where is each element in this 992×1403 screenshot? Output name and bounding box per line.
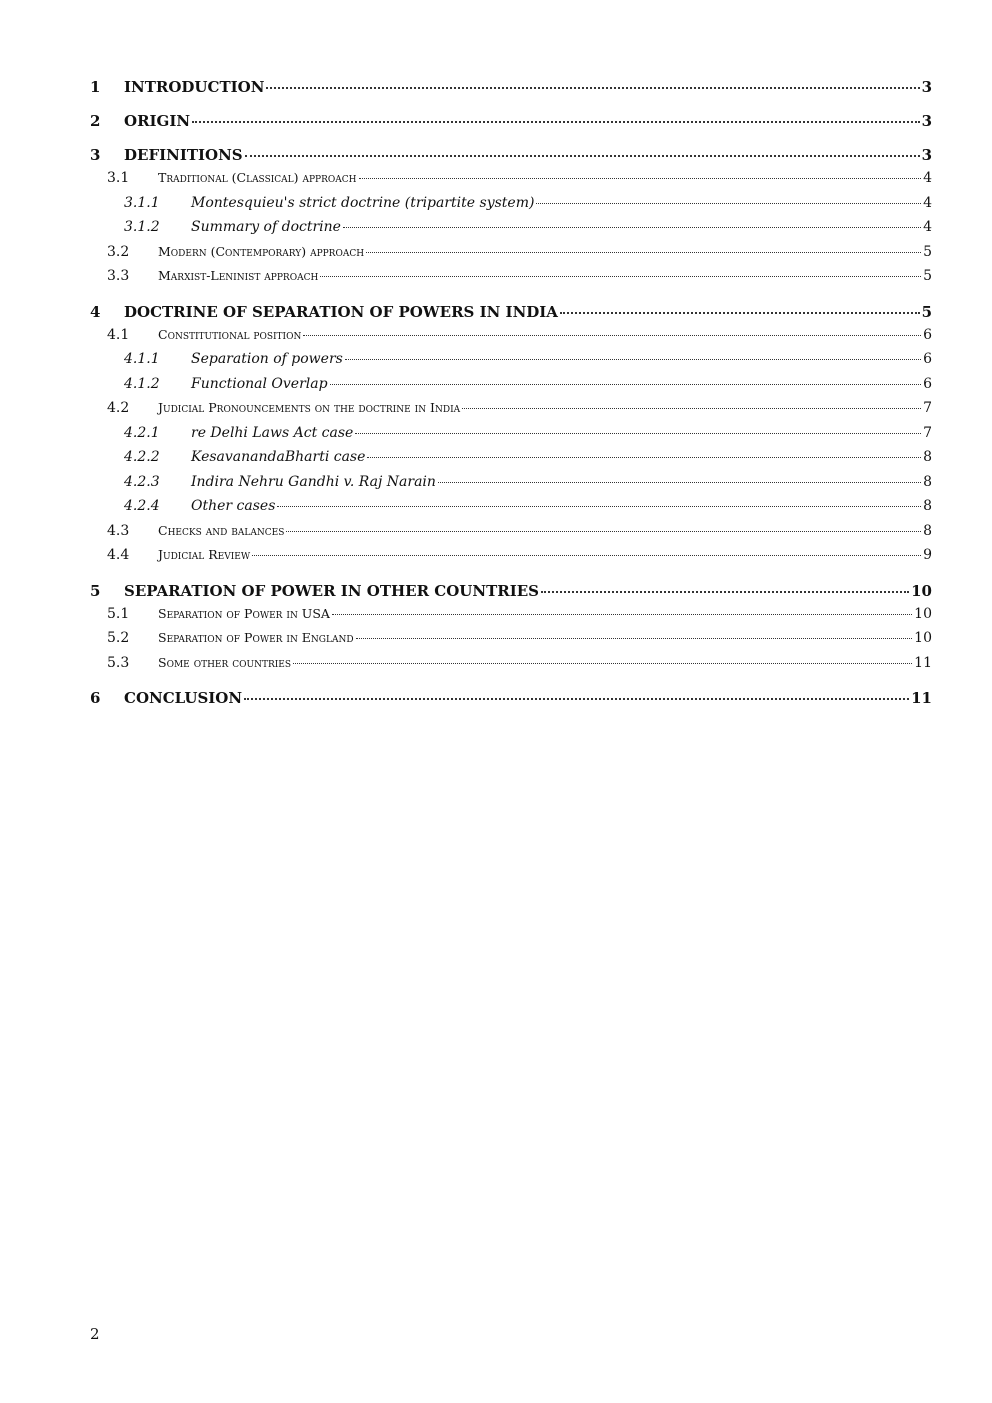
- toc-entry[interactable]: [90, 547, 932, 572]
- dot-leader: [355, 433, 921, 434]
- toc-entry-title: Montesquieu's strict doctrine (tripartite system): [191, 194, 535, 211]
- toc-entry[interactable]: [90, 606, 932, 631]
- dot-leader: [286, 531, 921, 532]
- toc-entry-page: 9: [923, 547, 932, 563]
- toc-entry-title: Marxist-Leninist approach: [158, 268, 319, 283]
- dot-leader: [266, 87, 919, 89]
- toc-entry-number: 3.1.1: [124, 194, 160, 211]
- toc-entry-page: 8: [923, 522, 932, 539]
- toc-entry-page: 3: [921, 146, 932, 164]
- dot-leader: [192, 121, 919, 123]
- toc-entry-page: 8: [923, 449, 932, 465]
- toc-entry-title: Judicial Pronouncements on the doctrine in India: [158, 400, 461, 415]
- toc-entry-title: DEFINITIONS: [124, 146, 243, 164]
- dot-leader: [367, 457, 921, 458]
- toc-entry[interactable]: [90, 498, 932, 523]
- toc-entry-number: 5: [90, 581, 101, 600]
- toc-entry[interactable]: [90, 400, 932, 425]
- toc-entry-number: 3: [90, 146, 101, 164]
- toc-entry-number: 3.3: [107, 268, 130, 284]
- toc-entry-number: 3.1.2: [124, 219, 160, 235]
- toc-entry-number: 4.3: [107, 522, 130, 539]
- dot-leader: [277, 506, 921, 507]
- toc-entry-page: 6: [923, 375, 932, 392]
- toc-entry[interactable]: [90, 376, 932, 401]
- toc-entry[interactable]: [90, 655, 932, 680]
- toc-entry-page: 7: [923, 400, 932, 416]
- toc-entry-page: 4: [923, 170, 932, 186]
- toc-entry[interactable]: [90, 630, 932, 655]
- toc-entry-page: 4: [923, 219, 932, 235]
- toc-entry-page: 8: [923, 473, 932, 490]
- toc-entry[interactable]: [90, 303, 932, 327]
- toc-entry-title: Separation of Power in USA: [158, 605, 330, 621]
- toc-entry-number: 5.3: [107, 654, 130, 671]
- dot-leader: [356, 638, 913, 639]
- toc-entry[interactable]: [90, 268, 932, 293]
- dot-leader: [245, 155, 920, 157]
- toc-entry-page: 8: [923, 498, 932, 514]
- toc-entry-title: Constitutional position: [158, 326, 302, 342]
- toc-entry-number: 4.2.1: [124, 424, 160, 441]
- dot-leader: [303, 335, 921, 336]
- dot-leader: [343, 227, 921, 228]
- toc-entry[interactable]: [90, 449, 932, 474]
- toc-entry-page: 5: [921, 302, 932, 321]
- toc-entry-number: 4.2.3: [124, 473, 160, 490]
- toc-entry-title: KesavanandaBharti case: [191, 449, 366, 465]
- toc-entry-page: 10: [911, 581, 932, 600]
- dot-leader: [330, 384, 922, 385]
- toc-entry[interactable]: [90, 195, 932, 220]
- toc-entry-number: 4.4: [107, 547, 130, 563]
- dot-leader: [366, 252, 921, 253]
- toc-entry-page: 3: [921, 112, 932, 130]
- toc-entry-title: Separation of Power in England: [158, 630, 354, 645]
- dot-leader: [359, 178, 922, 179]
- toc-entry-number: 6: [90, 689, 101, 707]
- toc-entry-title: ORIGIN: [124, 112, 191, 130]
- toc-entry-title: Indira Nehru Gandhi v. Raj Narain: [191, 473, 436, 490]
- dot-leader: [438, 482, 921, 483]
- toc-entry-number: 5.2: [107, 630, 130, 646]
- page-number: 2: [90, 1325, 100, 1343]
- toc-entry-number: 4.1.2: [124, 375, 160, 392]
- toc-entry-page: 3: [921, 78, 932, 96]
- toc-entry-number: 4: [90, 302, 101, 321]
- dot-leader: [293, 663, 912, 664]
- dot-leader: [244, 698, 909, 700]
- toc-entry-title: Functional Overlap: [191, 375, 328, 392]
- dot-leader: [536, 203, 921, 204]
- toc-entry-page: 11: [914, 654, 932, 671]
- dot-leader: [332, 614, 912, 615]
- toc-entry-title: Judicial Review: [158, 547, 251, 562]
- toc-entry-number: 4.1.1: [124, 351, 160, 367]
- toc-entry-title: Traditional (Classical) approach: [158, 170, 357, 185]
- toc-entry-number: 5.1: [107, 605, 130, 622]
- dot-leader: [320, 276, 921, 277]
- toc-entry-page: 6: [923, 326, 932, 343]
- toc-entry-page: 4: [923, 194, 932, 211]
- dot-leader: [560, 312, 920, 314]
- dot-leader: [541, 591, 909, 593]
- toc-entry[interactable]: [90, 327, 932, 352]
- toc-entry-page: 5: [923, 243, 932, 260]
- toc-entry-title: Modern (Contemporary) approach: [158, 243, 365, 259]
- dot-leader: [462, 408, 921, 409]
- toc-entry-title: Some other countries: [158, 654, 292, 670]
- toc-entry[interactable]: [90, 112, 932, 136]
- toc-entry-page: 10: [914, 605, 932, 622]
- toc-entry-number: 4.2: [107, 400, 130, 416]
- toc-entry-title: Summary of doctrine: [191, 219, 341, 235]
- toc-entry[interactable]: [90, 425, 932, 450]
- toc-entry-number: 1: [90, 78, 101, 96]
- toc-entry-page: 5: [923, 268, 932, 284]
- toc-entry-page: 11: [911, 689, 932, 707]
- toc-entry[interactable]: [90, 219, 932, 244]
- toc-entry[interactable]: [90, 474, 932, 499]
- toc-entry-number: 4.2.4: [124, 498, 160, 514]
- toc-entry[interactable]: [90, 146, 932, 170]
- toc-entry-title: Separation of powers: [191, 351, 343, 367]
- toc-entry-title: CONCLUSION: [124, 689, 243, 707]
- toc-entry-title: Other cases: [191, 498, 276, 514]
- toc-entry[interactable]: [90, 244, 932, 269]
- toc-entry-number: 4.2.2: [124, 449, 160, 465]
- toc-entry[interactable]: [90, 170, 932, 195]
- toc-entry-number: 3.1: [107, 170, 130, 186]
- toc-entry-title: SEPARATION OF POWER IN OTHER COUNTRIES: [124, 581, 539, 600]
- toc-entry-title: re Delhi Laws Act case: [191, 424, 354, 441]
- toc-entry-number: 3.2: [107, 243, 130, 260]
- dot-leader: [252, 555, 921, 556]
- dot-leader: [345, 359, 921, 360]
- table-of-contents: [90, 78, 932, 713]
- toc-entry-page: 7: [923, 424, 932, 441]
- toc-entry-number: 4.1: [107, 326, 130, 343]
- toc-entry-page: 10: [914, 630, 932, 646]
- toc-entry[interactable]: [90, 582, 932, 606]
- toc-entry-number: 2: [90, 112, 101, 130]
- toc-entry-title: Checks and balances: [158, 522, 285, 538]
- toc-entry[interactable]: [90, 523, 932, 548]
- toc-entry[interactable]: [90, 78, 932, 102]
- toc-entry[interactable]: [90, 689, 932, 713]
- toc-entry-title: DOCTRINE OF SEPARATION OF POWERS IN INDIA: [124, 302, 558, 321]
- toc-entry-title: INTRODUCTION: [124, 78, 265, 96]
- toc-entry[interactable]: [90, 351, 932, 376]
- toc-entry-page: 6: [923, 351, 932, 367]
